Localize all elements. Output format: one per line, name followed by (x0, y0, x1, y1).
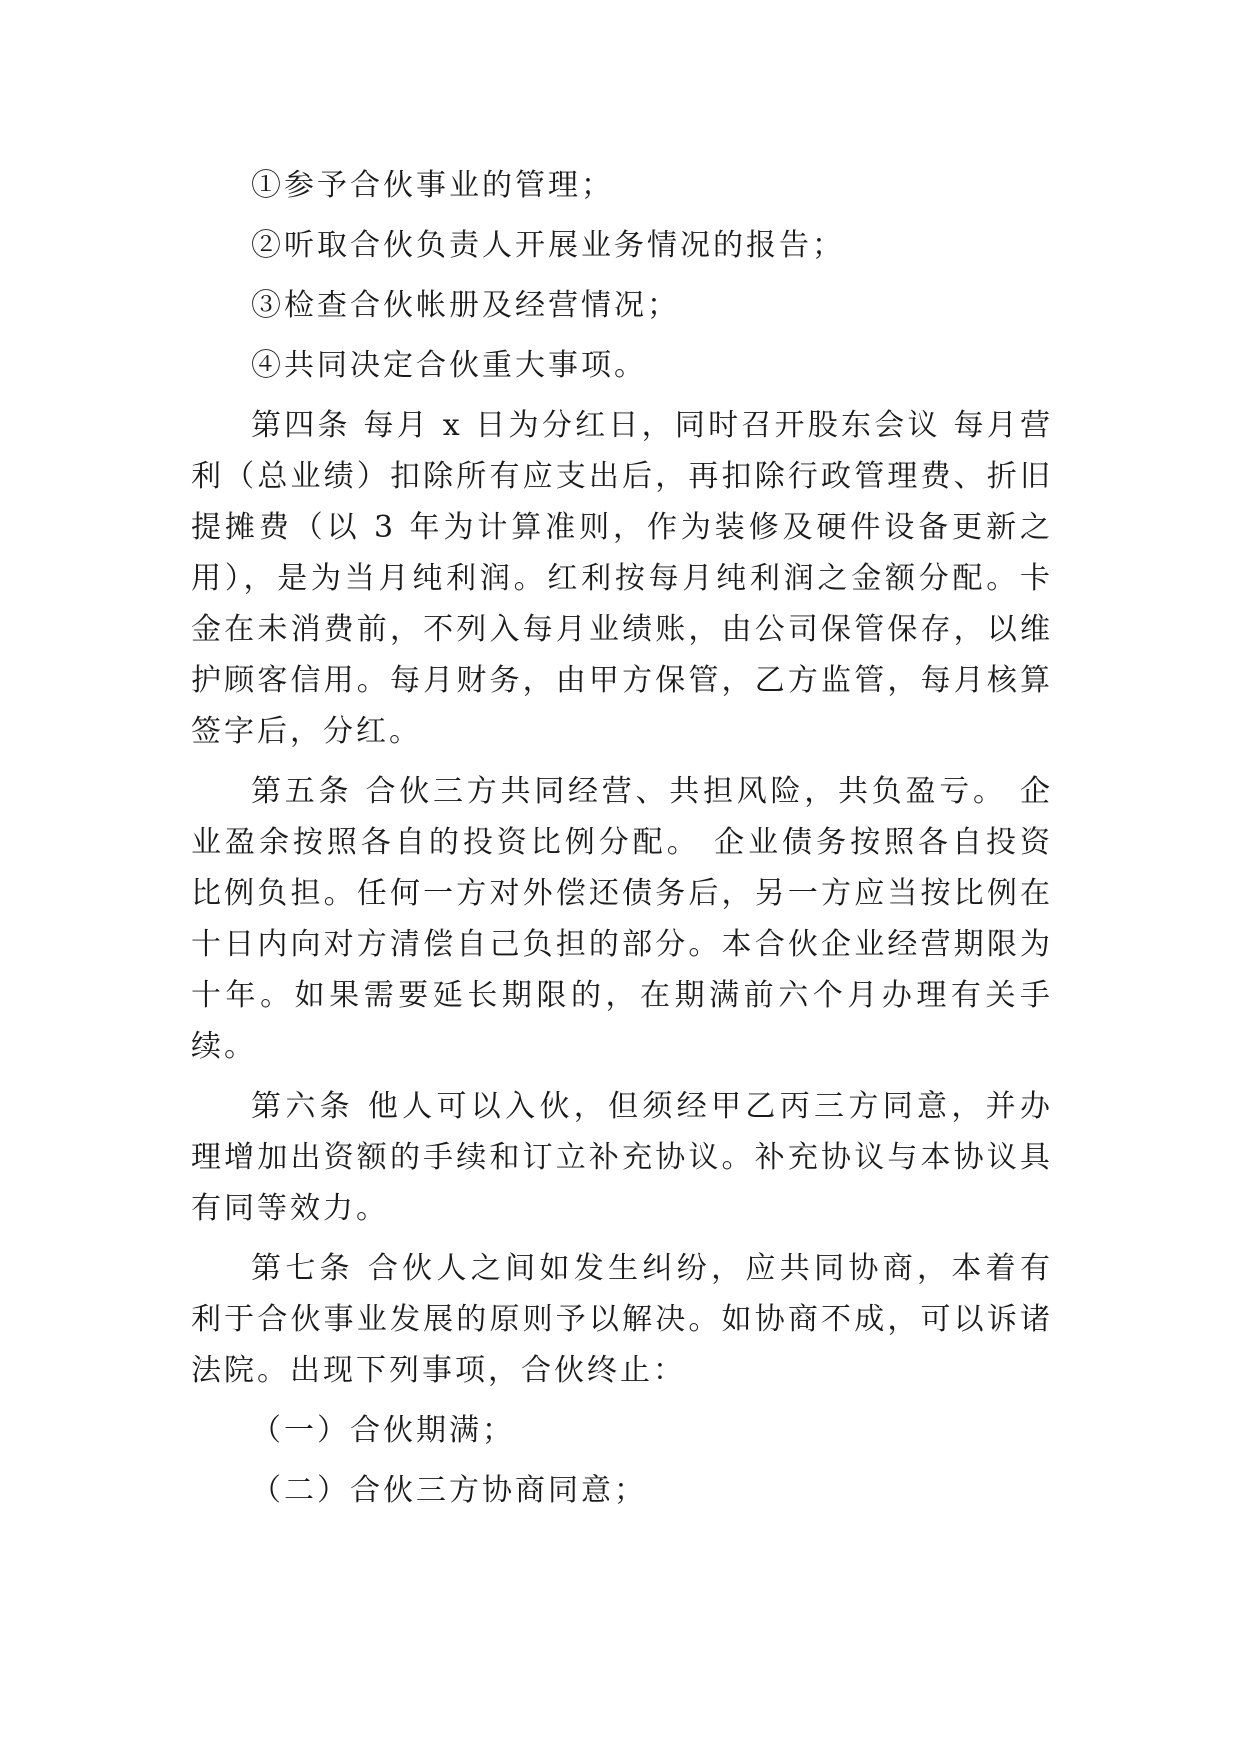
article-4-paragraph: 第四条 每月 x 日为分红日，同时召开股东会议 每月营利（总业绩）扣除所有应支出后，再扣除行政管理费、折旧提摊费（以 3 年为计算准则，作为装修及硬件设备更新之用），是为当月纯利润。红利按每月纯利润之金额分配。卡金在未消费前，不列入每月业绩账，由公司保管保存，以维护顾客信用。每月财务，由甲方保管，乙方监管，每月核算签字后，分红。 (191, 408, 1053, 749)
rights-item-3: ③检查合伙帐册及经营情况； (251, 288, 680, 323)
rights-item-4: ④共同决定合伙重大事项。 (251, 348, 647, 383)
article-5-paragraph: 第五条 合伙三方共同经营、共担风险，共负盈亏。 企业盈余按照各自的投资比例分配。 企业债务按照各自投资比例负担。任何一方对外偿还债务后，另一方应当按比例在十日内向对方清偿自己负担的部分。本合伙企业经营期限为十年。如果需要延长期限的，在期满前六个月办理有关手续。 (191, 774, 1053, 1064)
rights-item-1: ①参予合伙事业的管理； (251, 168, 614, 203)
rights-item-2: ②听取合伙负责人开展业务情况的报告； (251, 228, 845, 263)
article-6-paragraph: 第六条 他人可以入伙，但须经甲乙丙三方同意，并办理增加出资额的手续和订立补充协议。补充协议与本协议具有同等效力。 (191, 1089, 1053, 1226)
termination-item-1: （一）合伙期满； (251, 1413, 515, 1448)
document-body (191, 160, 1053, 1516)
termination-item-2: （二）合伙三方协商同意； (251, 1473, 647, 1508)
article-7-paragraph: 第七条 合伙人之间如发生纠纷，应共同协商，本着有利于合伙事业发展的原则予以解决。如协商不成，可以诉诸法院。出现下列事项，合伙终止： (191, 1251, 1053, 1388)
